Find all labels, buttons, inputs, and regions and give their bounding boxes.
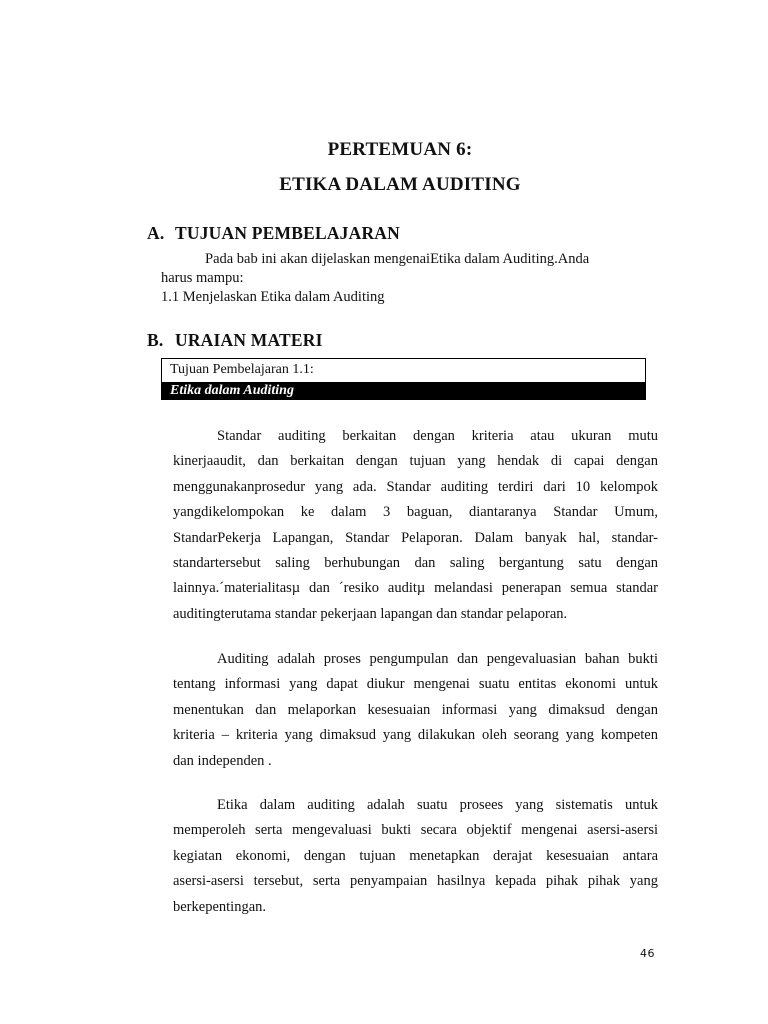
objective-box-highlight: Etika dalam Auditing: [162, 382, 645, 399]
paragraph-line: Standar auditing berkaitan dengan kriteria atau ukuran mutu: [217, 428, 658, 444]
learning-objectives: [161, 250, 661, 307]
intro-line: harus mampu:: [161, 270, 244, 286]
paragraph-line: tentang informasi yang dapat diukur mengenai suatu entitas ekonomi untuk: [173, 676, 658, 693]
paragraph-line: menentukan dan melaporkan kesesuaian informasi yang dimaksud dengan: [173, 701, 658, 718]
paragraph-1: [173, 424, 658, 627]
section-b-heading: [147, 330, 323, 351]
paragraph-3: [173, 793, 658, 920]
intro-line-text: Pada bab ini akan dijelaskan mengenaiEtika dalam Auditing.Anda: [205, 251, 590, 267]
paragraph-line: menggunakanprosedur yang ada. Standar auditing terdiri dari 10 kelompok: [173, 478, 658, 495]
objective-item: 1.1 Menjelaskan Etika dalam Auditing: [161, 289, 385, 305]
section-a-title: TUJUAN PEMBELAJARAN: [175, 223, 400, 243]
paragraph-line: yangdikelompokan ke dalam 3 baguan, diantaranya Standar Umum,: [173, 504, 658, 521]
paragraph-line: StandarPekerja Lapangan, Standar Pelaporan. Dalam banyak hal, standar-: [173, 529, 658, 546]
intro-line: [161, 250, 661, 269]
paragraph-line: Etika dalam auditing adalah suatu prosees yang sistematis untuk: [217, 797, 658, 813]
paragraph-line: lainnya.´materialitasµ dan ´resiko auditµ melandasi penerapan semua standar: [173, 580, 658, 597]
paragraph-line: memperoleh serta mengevaluasi bukti secara objektif mengenai asersi-asersi: [173, 822, 658, 839]
paragraph-line: asersi-asersi tersebut, serta penyampaian hasilnya kepada pihak pihak yang: [173, 873, 658, 890]
chapter-title: ETIKA DALAM AUDITING: [279, 174, 521, 195]
page-title: PERTEMUAN 6:: [327, 139, 473, 160]
paragraph-line: Auditing adalah proses pengumpulan dan pengevaluasian bahan bukti: [217, 651, 658, 667]
paragraph-line: kegiatan ekonomi, dengan tujuan menetapkan derajat kesesuaian antara: [173, 847, 658, 864]
section-b-title: URAIAN MATERI: [175, 330, 323, 350]
paragraph-line: dan independen .: [173, 752, 272, 769]
paragraph-line: berkepentingan.: [173, 898, 267, 915]
paragraph-line: standartersebut saling berhubungan dan saling bergantung satu dengan: [173, 554, 658, 571]
section-b-letter: B.: [147, 330, 164, 350]
objective-box: [161, 358, 646, 400]
paragraph-2: [173, 647, 658, 774]
section-a-letter: A.: [147, 223, 165, 243]
paragraph-line: kriteria – kriteria yang dimaksud yang dilakukan oleh seorang yang kompeten: [173, 727, 658, 744]
page-number: 46: [640, 947, 655, 960]
paragraph-line: kinerjaaudit, dan berkaitan dengan tujuan yang hendak di capai dengan: [173, 453, 658, 470]
section-a-heading: [147, 223, 400, 244]
paragraph-line: auditingterutama standar pekerjaan lapangan dan standar pelaporan.: [173, 605, 568, 622]
objective-box-label: Tujuan Pembelajaran 1.1:: [170, 362, 314, 377]
